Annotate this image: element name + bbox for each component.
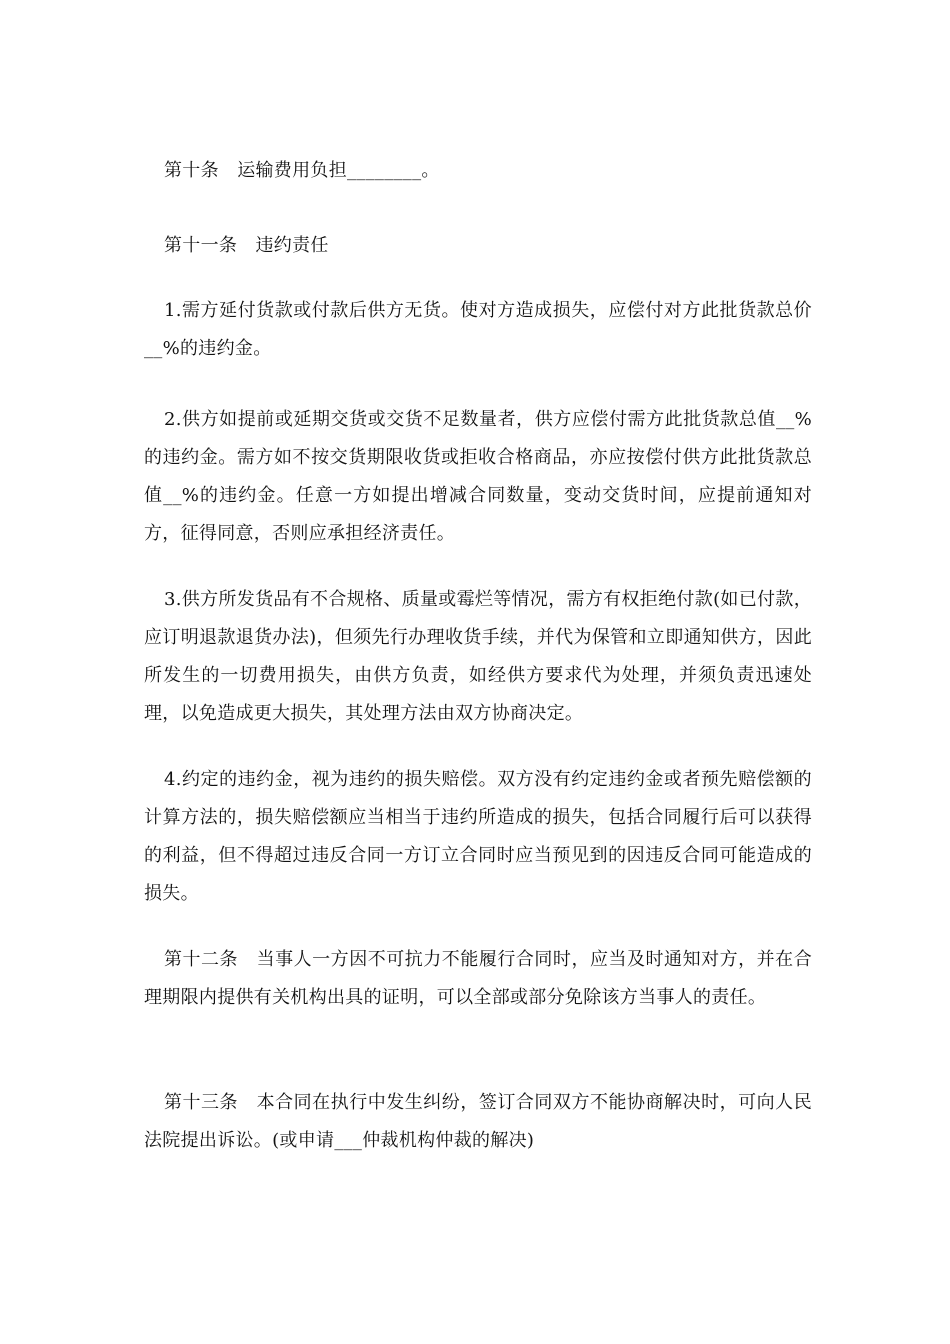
- clause-2-delivery-penalty: 2.供方如提前或延期交货或交货不足数量者，供方应偿付需方此批货款总值__%的违约金。需方如不按交货期限收货或拒收合格商品，亦应按偿付供方此批货款总值__%的违约金。任意一方如提出增减合同数量，变动交货时间，应提前通知对方，征得同意，否则应承担经济责任。: [144, 409, 812, 544]
- clause-1-late-payment: 1.需方延付货款或付款后供方无货。使对方造成损失，应偿付对方此批货款总价__%的违约金。: [144, 300, 812, 359]
- clause-4-liquidated-damages: 4.约定的违约金，视为违约的损失赔偿。双方没有约定违约金或者预先赔偿额的计算方法的，损失赔偿额应当相当于违约所造成的损失，包括合同履行后可以获得的利益，但不得超过违反合同一方订立合同时应当预见到的因违反合同可能造成的损失。: [144, 769, 812, 904]
- article-12-force-majeure: 第十二条 当事人一方因不可抗力不能履行合同时，应当及时通知对方，并在合理期限内提供有关机构出具的证明，可以全部或部分免除该方当事人的责任。: [144, 949, 812, 1008]
- article-11-heading: 第十一条 违约责任: [164, 235, 329, 256]
- article-13-dispute-resolution: 第十三条 本合同在执行中发生纠纷，签订合同双方不能协商解决时，可向人民法院提出诉讼。(或申请___仲裁机构仲裁的解决): [144, 1092, 812, 1151]
- clause-3-quality-issues: 3.供方所发货品有不合规格、质量或霉烂等情况，需方有权拒绝付款(如已付款，应订明退款退货办法)，但须先行办理收货手续，并代为保管和立即通知供方，因此所发生的一切费用损失，由供方负责，如经供方要求代为处理，并须负责迅速处理，以免造成更大损失，其处理方法由双方协商决定。: [144, 589, 812, 724]
- article-10-transport-cost: 第十条 运输费用负担________。: [164, 160, 440, 181]
